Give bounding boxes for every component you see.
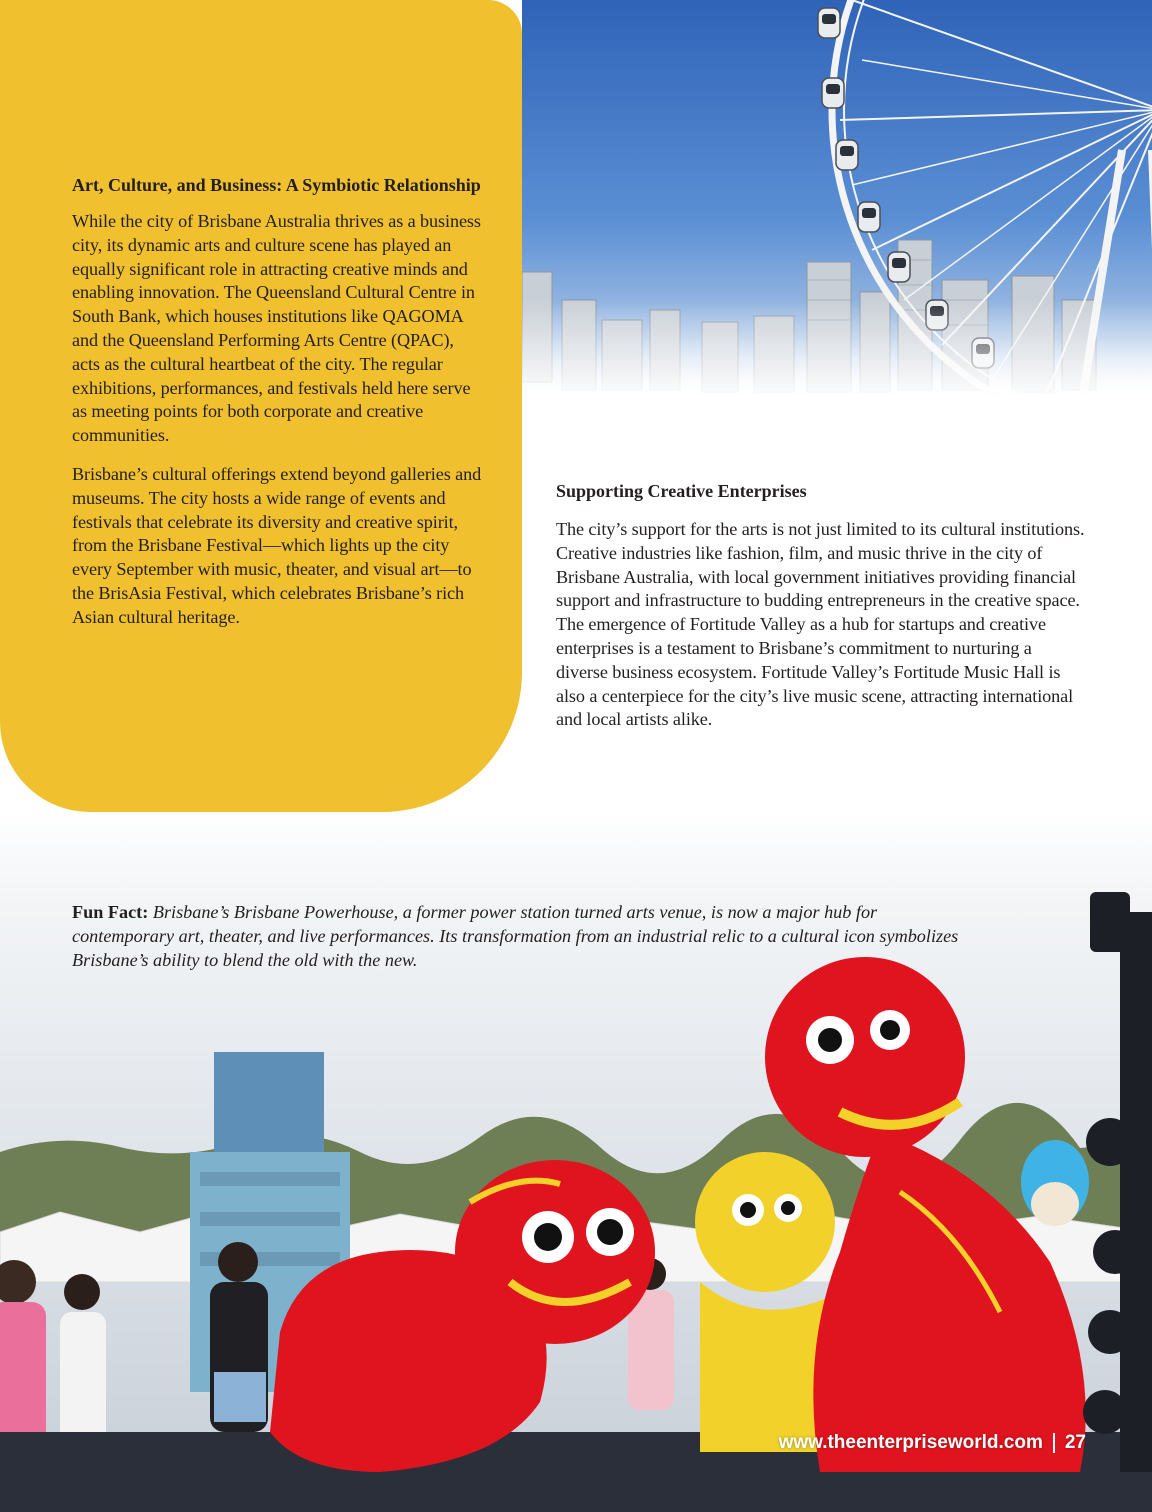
section-heading: Supporting Creative Enterprises [556, 481, 807, 501]
body-paragraph: Brisbane’s cultural offerings extend beyond galleries and museums. The city hosts a wide range of events and festivals that celebrate its diversity and creative spirit, from the Brisbane Festival—which lights up the city every September with music, theater, and visual art—to the BrisAsia Festival, which celebrates Brisbane’s rich Asian cultural heritage. [72, 463, 482, 627]
page-footer [779, 1432, 1086, 1454]
body-paragraph: While the city of Brisbane Australia thrives as a business city, its dynamic arts and culture scene has played an equally significant role in attracting creative minds and enabling innovation. The Queensland Cultural Centre in South Bank, which houses institutions like QAGOMA and the Queensland Performing Arts Centre (QPAC), acts as the cultural heartbeat of the city. The regular exhibitions, performances, and festivals held here serve as meeting points for both corporate and creative communities. [72, 211, 481, 446]
section-art-culture [72, 174, 482, 645]
section-heading: Art, Culture, and Business: A Symbiotic Relationship [72, 175, 481, 195]
fun-fact-label: Fun Fact: [72, 902, 149, 922]
body-paragraph: The city’s support for the arts is not just limited to its cultural institutions. Creative industries like fashion, film, and music thrive in the city of Brisbane Australia, with local government initiatives providing financial support and infrastructure to budding entrepreneurs in the creative space. The emergence of Fortitude Valley as a hub for startups and creative enterprises is a testament to Brisbane’s commitment to nurturing a diverse business ecosystem. Fortitude Valley’s Fortitude Music Hall is also a centerpiece for the city’s live music scene, attracting international and local artists alike. [556, 519, 1085, 730]
website-url[interactable]: www.theenterpriseworld.com [778, 1432, 1043, 1453]
page-number: 27 [1064, 1432, 1086, 1453]
fun-fact [72, 900, 972, 972]
ferris-wheel-skyline-photo [522, 0, 1152, 400]
section-creative-enterprises [556, 480, 1086, 747]
fun-fact-text: Brisbane’s Brisbane Powerhouse, a former power station turned arts venue, is now a major hub for contemporary art, theater, and live performances. Its transformation from an industrial relic to a cultural icon symbolizes Brisbane’s ability to blend the old with the new. [72, 902, 959, 970]
footer-divider [1053, 1433, 1055, 1453]
